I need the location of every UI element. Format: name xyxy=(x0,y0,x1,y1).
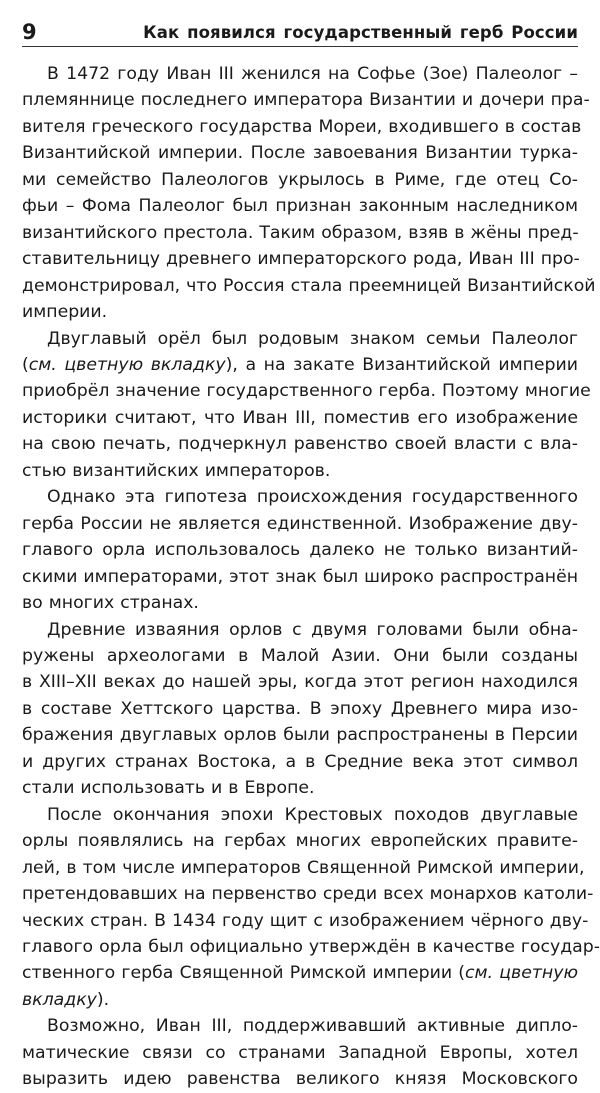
paragraph xyxy=(22,802,600,1014)
text-line: во многих странах. xyxy=(22,593,199,614)
page-header xyxy=(22,14,578,47)
text-line: вителя греческого государства Мореи, входившего в состав xyxy=(22,116,582,137)
text-line: Однако эта гипотеза происхождения государственного xyxy=(47,487,578,508)
text-line: стали использовать и в Европе. xyxy=(22,778,315,799)
text-line: племяннице последнего императора Византии и дочери пра- xyxy=(22,90,590,111)
text-line: в составе Хеттского царства. В эпоху Древнего мира изо- xyxy=(22,698,578,719)
text-line: на свою печать, подчеркнул равенство своей власти с вла- xyxy=(22,434,578,455)
text-line: приобрёл значение государственного герба. Поэтому многие xyxy=(22,381,591,402)
paragraph xyxy=(22,61,596,326)
text-line: скими императорами, этот знак был широко распространён xyxy=(22,566,579,587)
text-line: главого орла использовалось далеко не только византий- xyxy=(22,540,578,561)
text-line: (см. цветную вкладку), а на закате Византийской империи xyxy=(22,354,578,375)
emphasis-reference: см. цветную xyxy=(465,963,578,984)
text-line: и других странах Востока, а в Средние века этот символ xyxy=(22,751,578,772)
text-line: После окончания эпохи Крестовых походов двуглавые xyxy=(47,804,578,825)
text-line: ружены археологами в Малой Азии. Они были созданы xyxy=(22,645,578,666)
text-line: герба России не является единственной. Изображение дву- xyxy=(22,513,578,534)
text-line: Возможно, Иван III, поддерживавший активные дипло- xyxy=(47,1016,578,1037)
text-line: Древние изваяния орлов с двумя головами были обна- xyxy=(47,619,578,640)
text-line: в XIII–XII веках до нашей эры, когда этот регион находился xyxy=(22,672,578,693)
paragraph xyxy=(22,326,591,485)
text-line: вкладку). xyxy=(22,989,110,1010)
text-line: В 1472 году Иван III женился на Софье (Зое) Палеолог – xyxy=(47,64,578,84)
text-line: главого орла был официально утверждён в качестве государ- xyxy=(22,936,600,957)
page-body xyxy=(22,61,600,1093)
text-line: матические связи со странами Западной Европы, хотел xyxy=(22,1042,578,1063)
paragraph xyxy=(22,1013,578,1092)
text-line: ческих стран. В 1434 году щит с изображением чёрного дву- xyxy=(22,910,589,931)
emphasis-reference: вкладку xyxy=(22,989,97,1010)
text-line: претендовавших на первенство среди всех монархов католи- xyxy=(22,884,594,905)
text-line: историки считают, что Иван III, поместив его изображение xyxy=(22,407,578,428)
text-line: византийского престола. Таким образом, взяв в жёны пред- xyxy=(22,222,579,243)
paragraph xyxy=(22,617,578,802)
text-line: стью византийских императоров. xyxy=(22,460,331,481)
text-line: демонстрировал, что Россия стала преемницей Византийской xyxy=(22,275,596,296)
text-line: Двуглавый орёл был родовым знаком семьи Палеолог xyxy=(47,328,578,349)
text-line: лей, в том числе императоров Священной Римской империи, xyxy=(22,857,585,878)
text-line: ми семейство Палеологов укрылось в Риме, где отец Со- xyxy=(22,169,578,190)
page-number: 9 xyxy=(22,20,37,44)
text-line: фьи – Фома Палеолог был признан законным наследником xyxy=(22,196,578,217)
text-line: бражения двуглавых орлов были распространены в Персии xyxy=(22,725,578,746)
text-line: ственного герба Священной Римской империи (см. цветную xyxy=(22,963,578,984)
text-line: выразить идею равенства великого князя Московского xyxy=(22,1069,578,1090)
text-line: орлы появлялись на гербах многих европейских правите- xyxy=(22,831,578,852)
running-title: Как появился государственный герб России xyxy=(143,23,578,42)
paragraph xyxy=(22,484,578,616)
emphasis-reference: см. цветную вкладку xyxy=(28,354,226,375)
text-line: ставительницу древнего императорского рода, Иван III про- xyxy=(22,249,580,270)
text-line: империи. xyxy=(22,302,108,323)
text-line: Византийской империи. После завоевания Византии турка- xyxy=(22,143,578,164)
